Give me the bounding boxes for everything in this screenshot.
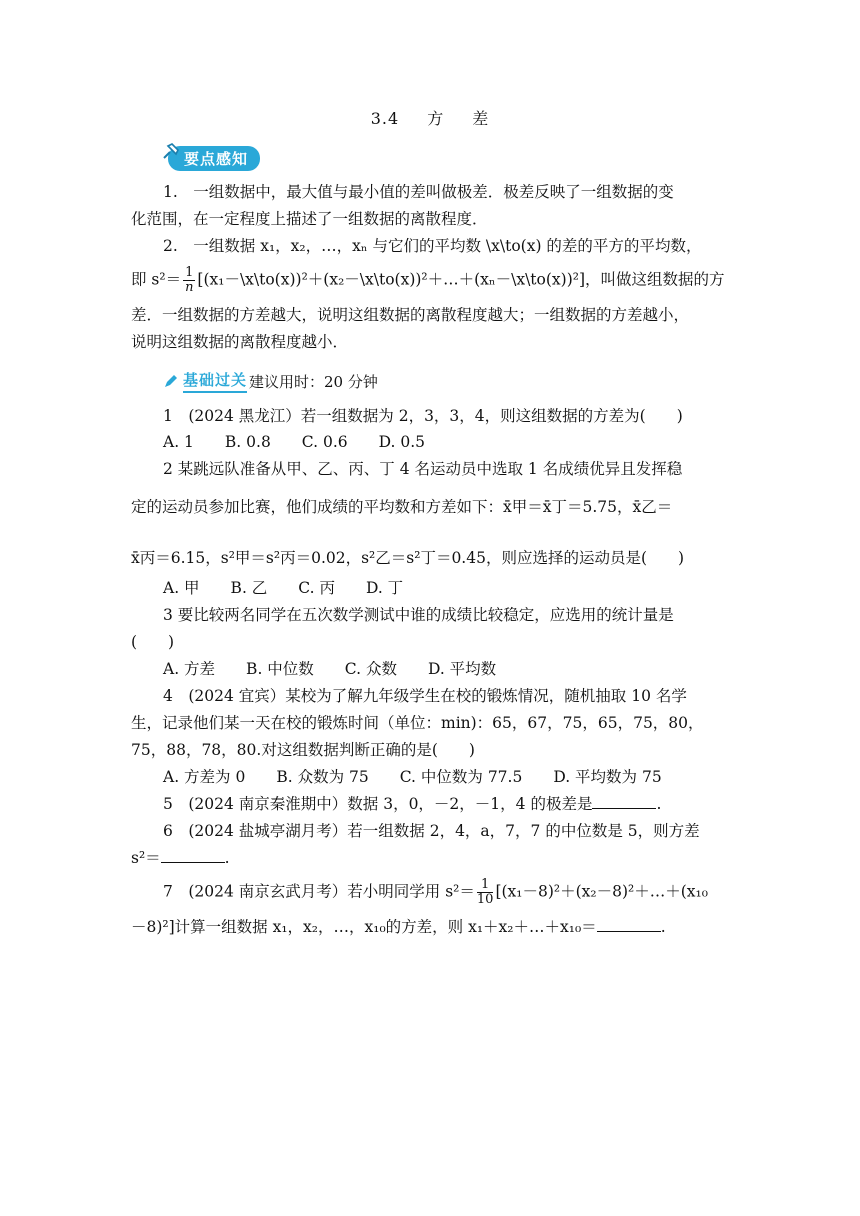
question-5: 5 (2024 南京秦淮期中）数据 3，0，－2，－1，4 的极差是 .: [163, 795, 662, 813]
question-3-line-1: 3 要比较两名同学在五次数学测试中谁的成绩比较稳定，应选用的统计量是: [163, 606, 674, 624]
question-7-line-1: 7 (2024 南京玄武月考）若小明同学用 s²＝ $\frac{1}{10}$ [(x₁－8)²＋(x₂－8)²＋…＋(x₁₀: [163, 877, 708, 907]
basic-section-label: 基础过关: [183, 369, 247, 393]
key-point-2-line-1: 2. 一组数据 x₁，x₂，…，xₙ 与它们的平均数 \x\to(x) 的差的平方的平均数，: [163, 237, 702, 255]
question-7-line-2: －8)²]计算一组数据 x₁，x₂，…，x₁₀的方差，则 x₁＋x₂＋…＋x₁₀＝ .: [131, 918, 666, 936]
question-2-line-1: 2 某跳远队准备从甲、乙、丙、丁 4 名运动员中选取 1 名成绩优异且发挥稳: [163, 460, 683, 478]
question-6-line-1: 6 (2024 盐城亭湖月考）若一组数据 2，4，a，7，7 的中位数是 5，则方差: [163, 822, 700, 840]
pencil-icon: [163, 373, 179, 389]
basic-section-badge: [163, 369, 378, 393]
key-point-1-line-1: 1. 一组数据中，最大值与最小值的差叫做极差．极差反映了一组数据的变: [163, 183, 674, 201]
answer-blank: [592, 794, 656, 809]
key-point-2-line-3: 差．一组数据的方差越大，说明这组数据的离散程度越大；一组数据的方差越小，: [131, 306, 690, 324]
page-title: 3.4 方 差: [370, 109, 490, 128]
question-3-options: A. 方差 B. 中位数 C. 众数 D. 平均数: [163, 660, 497, 678]
question-4-options: A. 方差为 0 B. 众数为 75 C. 中位数为 77.5 D. 平均数为 75: [163, 768, 662, 786]
answer-blank: [161, 848, 225, 863]
question-2-line-2: 定的运动员参加比赛，他们成绩的平均数和方差如下：x̄甲＝x̄丁＝5.75，x̄乙＝: [131, 498, 673, 516]
question-1-options: A. 1 B. 0.8 C. 0.6 D. 0.5: [163, 433, 425, 451]
answer-blank: [597, 917, 661, 932]
fraction-1-over-10: $\frac{1}{10}$: [476, 877, 494, 907]
pushpin-icon: [160, 140, 182, 162]
question-4-line-1: 4 (2024 宜宾）某校为了解九年级学生在校的锻炼情况，随机抽取 10 名学: [163, 687, 687, 705]
question-4-line-3: 75，88，78，80.对这组数据判断正确的是( ): [131, 741, 475, 759]
key-points-label: 要点感知: [168, 146, 260, 171]
question-3-line-2: ( ): [131, 633, 175, 651]
fraction-1-over-n: $\frac{1}{n}$: [185, 265, 194, 295]
key-point-2-line-4: 说明这组数据的离散程度越小．: [131, 333, 349, 351]
suggested-time: 建议用时：20 分钟: [249, 372, 378, 391]
question-4-line-2: 生，记录他们某一天在校的锻炼时间（单位：min)：65，67，75，65，75，80，: [131, 714, 704, 732]
key-point-2-line-2: 即 s²＝ $\frac{1}{n}$ [(x₁－\x\to(x))²＋(x₂－\x\to(x))²＋…＋(xₙ－\x\to(x))²]，叫做这组数据的方: [131, 265, 725, 295]
question-6-line-2: s²＝ .: [131, 849, 230, 867]
question-1: 1 (2024 黑龙江）若一组数据为 2，3，3，4，则这组数据的方差为( ): [163, 407, 683, 425]
key-points-badge: [168, 146, 260, 171]
question-2-line-3: x̄丙＝6.15，s²甲＝s²丙＝0.02，s²乙＝s²丁＝0.45，则应选择的运动员是( ): [131, 549, 685, 567]
question-2-options: A. 甲 B. 乙 C. 丙 D. 丁: [163, 579, 404, 597]
key-point-1-line-2: 化范围，在一定程度上描述了一组数据的离散程度．: [131, 210, 488, 228]
